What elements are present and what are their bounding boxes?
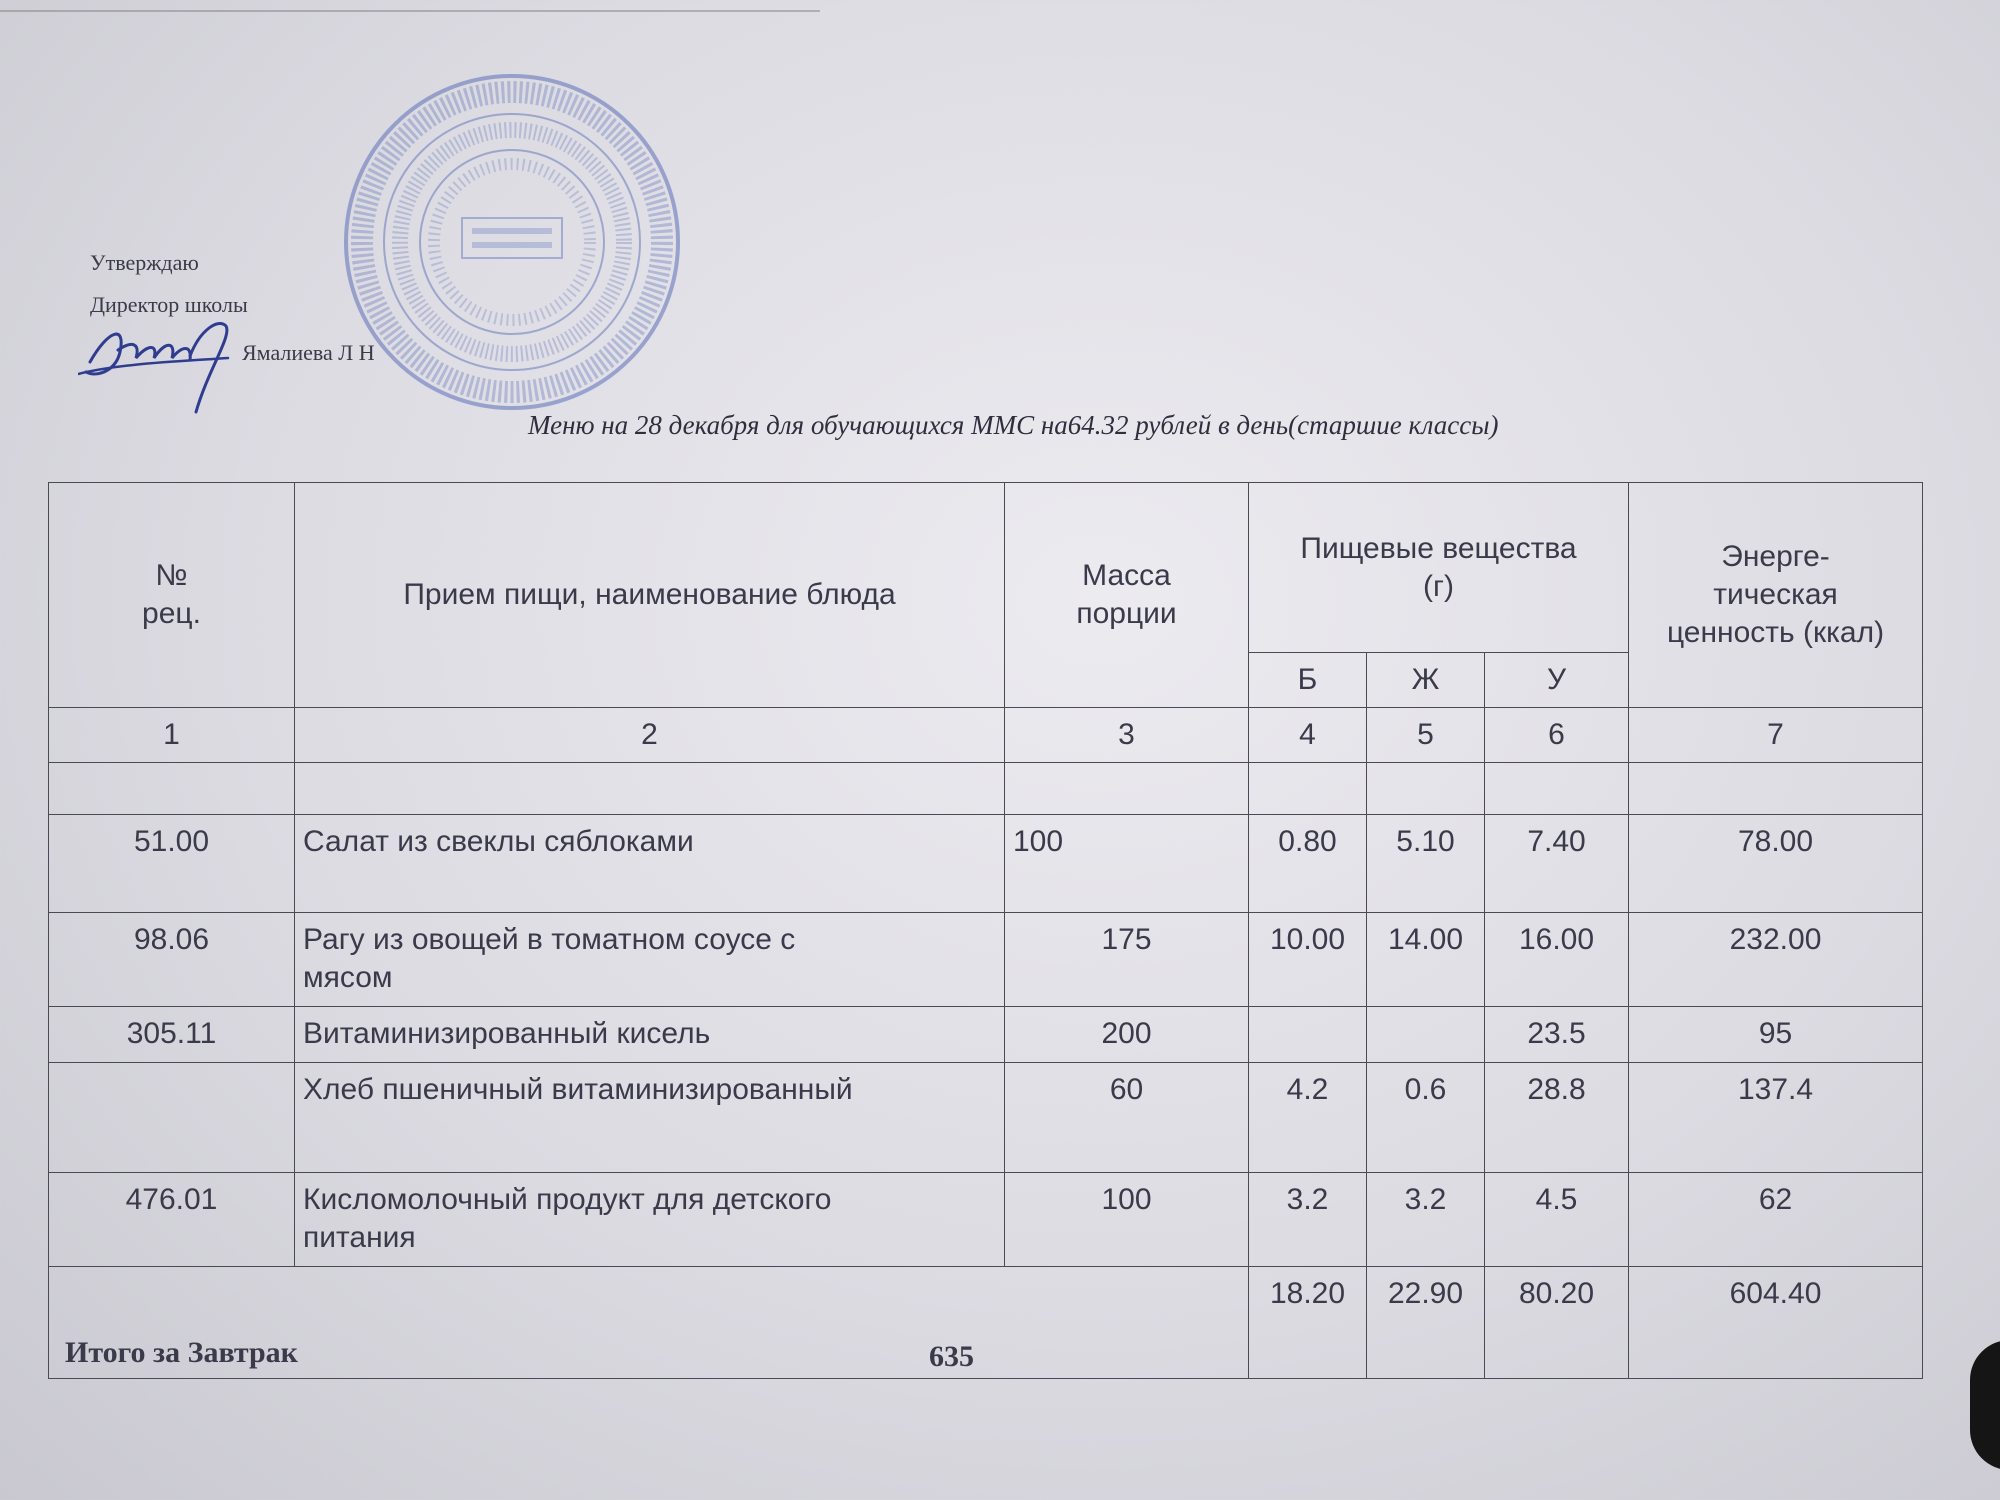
fat: 14.00 — [1367, 913, 1485, 1007]
total-protein: 18.20 — [1249, 1267, 1367, 1379]
portion-mass: 100 — [1005, 815, 1249, 913]
col-number: 1 — [49, 708, 295, 763]
protein: 3.2 — [1249, 1173, 1367, 1267]
dish-name — [295, 1063, 1005, 1173]
table-row — [49, 815, 1923, 913]
fat: 5.10 — [1367, 815, 1485, 913]
empty-cell — [49, 763, 295, 815]
header-mass-line1: Масса — [1082, 559, 1171, 592]
dish-name — [295, 913, 1005, 1007]
col-number: 7 — [1629, 708, 1923, 763]
header-dish: Прием пищи, наименование блюда — [295, 483, 1005, 708]
col-number: 6 — [1485, 708, 1629, 763]
dish-name-line1: Салат из свеклы сяблоками — [303, 825, 694, 858]
dark-background-corner — [1970, 1340, 2000, 1470]
header-energy — [1629, 483, 1923, 708]
empty-row — [49, 763, 1923, 815]
empty-cell — [1629, 763, 1923, 815]
total-carbs: 80.20 — [1485, 1267, 1629, 1379]
recipe-no: 98.06 — [49, 913, 295, 1007]
seal-stamp — [338, 68, 686, 416]
protein: 10.00 — [1249, 913, 1367, 1007]
total-label-cell — [49, 1267, 1249, 1379]
dish-name — [295, 1173, 1005, 1267]
header-energy-line1: Энерге- — [1721, 540, 1830, 573]
carbs: 16.00 — [1485, 913, 1629, 1007]
header-nutrients-line1: Пищевые вещества — [1300, 531, 1577, 565]
header-row-1 — [49, 483, 1923, 653]
table-row — [49, 1007, 1923, 1063]
signer-name: Ямалиева Л Н — [242, 340, 375, 365]
header-u: У — [1485, 653, 1629, 708]
header-b: Б — [1249, 653, 1367, 708]
col-number: 2 — [295, 708, 1005, 763]
dish-name-line1: Рагу из овощей в томатном соусе с — [303, 923, 796, 956]
header-energy-line3: ценность (ккал) — [1666, 616, 1885, 649]
energy: 78.00 — [1629, 815, 1923, 913]
recipe-no: 51.00 — [49, 815, 295, 913]
approval-line-director: Директор школы — [90, 292, 248, 317]
carbs: 23.5 — [1485, 1007, 1629, 1063]
energy: 95 — [1629, 1007, 1923, 1063]
menu-title: Меню на 28 декабря для обучающихся ММС на64.32 рублей в день(старшие классы) — [528, 410, 1499, 440]
menu-table — [48, 482, 1923, 1379]
header-recipe-no-line1: № — [155, 559, 188, 592]
empty-cell — [1005, 763, 1249, 815]
recipe-no — [49, 1063, 295, 1173]
col-number: 3 — [1005, 708, 1249, 763]
table-row — [49, 913, 1923, 1007]
empty-cell — [1249, 763, 1367, 815]
column-numbers-row — [49, 708, 1923, 763]
recipe-no: 305.11 — [49, 1007, 295, 1063]
header-nutrients — [1249, 483, 1629, 653]
total-label: Итого за Завтрак — [65, 1336, 298, 1369]
portion-mass: 60 — [1005, 1063, 1249, 1173]
protein — [1249, 1007, 1367, 1063]
col-number: 4 — [1249, 708, 1367, 763]
energy: 137.4 — [1629, 1063, 1923, 1173]
header-recipe-no-line2: рец. — [142, 597, 201, 630]
dish-name — [295, 815, 1005, 913]
energy: 232.00 — [1629, 913, 1923, 1007]
total-row — [49, 1267, 1923, 1379]
empty-cell — [1485, 763, 1629, 815]
menu-table-wrap — [48, 482, 1922, 1382]
total-energy: 604.40 — [1629, 1267, 1923, 1379]
portion-mass: 175 — [1005, 913, 1249, 1007]
header-mass — [1005, 483, 1249, 708]
portion-mass: 100 — [1005, 1173, 1249, 1267]
handwritten-signature — [78, 300, 268, 418]
total-mass: 635 — [929, 1340, 974, 1373]
portion-mass: 200 — [1005, 1007, 1249, 1063]
fat — [1367, 1007, 1485, 1063]
header-energy-line2: тическая — [1713, 578, 1838, 611]
carbs: 4.5 — [1485, 1173, 1629, 1267]
fat: 3.2 — [1367, 1173, 1485, 1267]
dish-name — [295, 1007, 1005, 1063]
protein: 0.80 — [1249, 815, 1367, 913]
header-mass-line2: порции — [1076, 597, 1177, 630]
dish-name-line2: питания — [303, 1221, 416, 1254]
carbs: 28.8 — [1485, 1063, 1629, 1173]
col-number: 5 — [1367, 708, 1485, 763]
table-row — [49, 1173, 1923, 1267]
dish-name-line1: Хлеб пшеничный витаминизированный — [303, 1073, 853, 1106]
dish-name-line2: мясом — [303, 961, 393, 994]
protein: 4.2 — [1249, 1063, 1367, 1173]
header-recipe-no — [49, 483, 295, 708]
dish-name-line1: Кисломолочный продукт для детского — [303, 1183, 832, 1216]
dish-name-line1: Витаминизированный кисель — [303, 1017, 711, 1050]
table-row — [49, 1063, 1923, 1173]
approval-line-approve: Утверждаю — [90, 250, 199, 275]
header-nutrients-line2: (г) — [1423, 569, 1454, 603]
carbs: 7.40 — [1485, 815, 1629, 913]
recipe-no: 476.01 — [49, 1173, 295, 1267]
energy: 62 — [1629, 1173, 1923, 1267]
total-fat: 22.90 — [1367, 1267, 1485, 1379]
empty-cell — [295, 763, 1005, 815]
empty-cell — [1367, 763, 1485, 815]
fat: 0.6 — [1367, 1063, 1485, 1173]
header-zh: Ж — [1367, 653, 1485, 708]
page-top-edge — [0, 0, 820, 12]
